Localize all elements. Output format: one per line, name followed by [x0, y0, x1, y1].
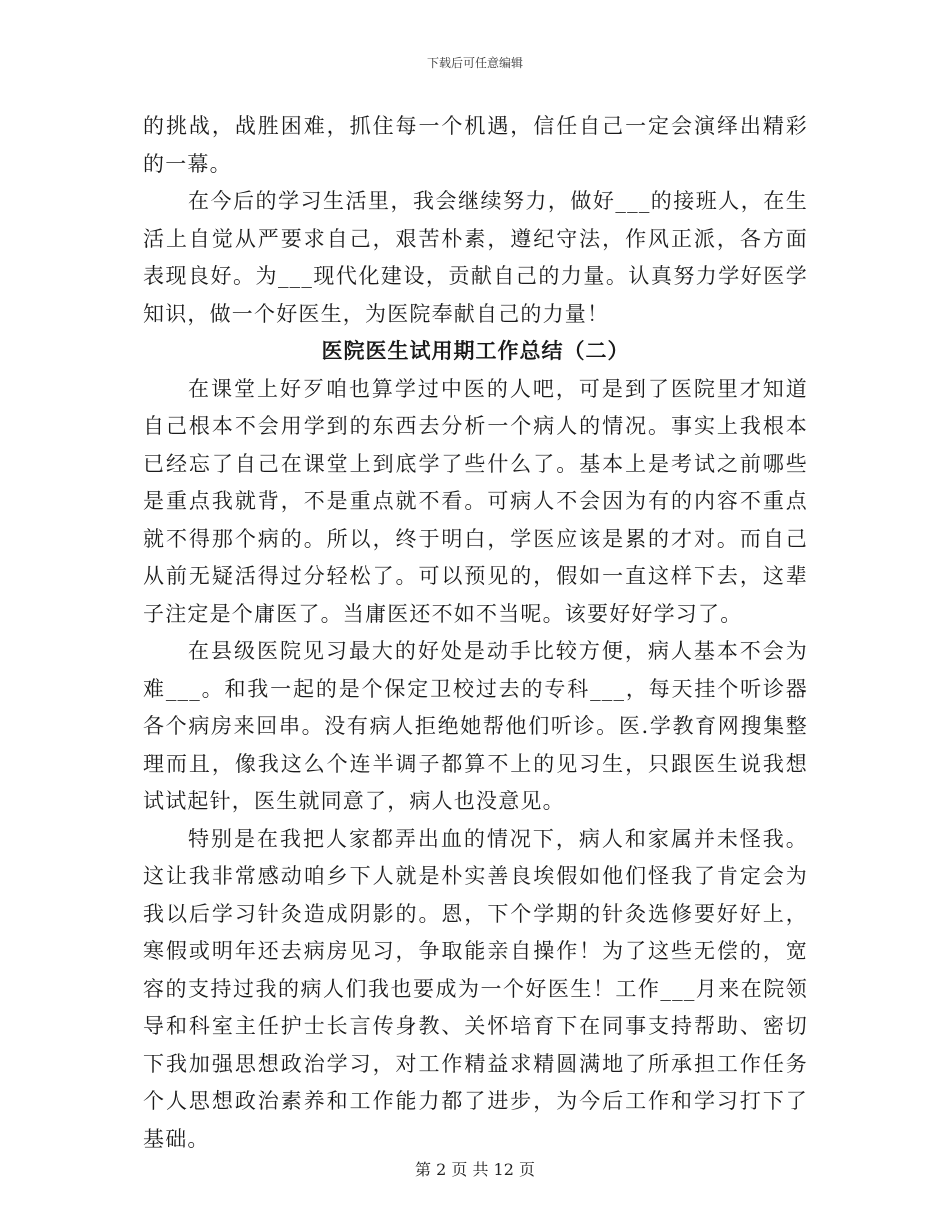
- section-title: 医院医生试用期工作总结（二）: [321, 339, 630, 363]
- document-body: [143, 108, 808, 1158]
- page-header: 下载后可任意编辑: [426, 56, 523, 70]
- page-number-footer: 第 2 页 共 12 页: [415, 1160, 535, 1179]
- paragraph-county-hospital: 在县级医院见习最大的好处是动手比较方便，病人基本不会为难___。和我一起的是个保定卫校过去的专科___，每天挂个听诊器各个病房来回串。没有病人拒绝她帮他们听诊。医.学教育网搜集整理而且，像我这么个连半调子都算不上的见习生，只跟医生说我想试试起针，医生就同意了，病人也没意见。: [143, 639, 808, 813]
- paragraph-special: 特别是在我把人家都弄出血的情况下，病人和家属并未怪我。这让我非常感动咱乡下人就是朴实善良埃假如他们怪我了肯定会为我以后学习针灸造成阴影的。恩，下个学期的针灸选修要好好上，寒假或明年还去病房见习，争取能亲自操作！为了这些无偿的，宽容的支持过我的病人们我也要成为一个好医生！工作___月来在院领导和科室主任护士长言传身教、关怀培育下在同事支持帮助、密切下我加强思想政治学习，对工作精益求精圆满地了所承担工作任务个人思想政治素养和工作能力都了进步，为今后工作和学习打下了基础。: [143, 826, 808, 1151]
- paragraph-future-plans: 在今后的学习生活里，我会继续努力，做好___的接班人，在生活上自觉从严要求自己，艰苦朴素，遵纪守法，作风正派，各方面表现良好。为___现代化建设，贡献自己的力量。认真努力学好医学知识，做一个好医生，为医院奉献自己的力量！: [143, 189, 808, 326]
- paragraph-continued: 的挑战，战胜困难，抓住每一个机遇，信任自己一定会演绎出精彩的一幕。: [143, 114, 808, 176]
- paragraph-classroom: 在课堂上好歹咱也算学过中医的人吧，可是到了医院里才知道自己根本不会用学到的东西去分析一个病人的情况。事实上我根本已经忘了自己在课堂上到底学了些什么了。基本上是考试之前哪些是重点我就背，不是重点就不看。可病人不会因为有的内容不重点就不得那个病的。所以，终于明白，学医应该是累的才对。而自己从前无疑活得过分轻松了。可以预见的，假如一直这样下去，这辈子注定是个庸医了。当庸医还不如不当呢。该要好好学习了。: [143, 376, 808, 626]
